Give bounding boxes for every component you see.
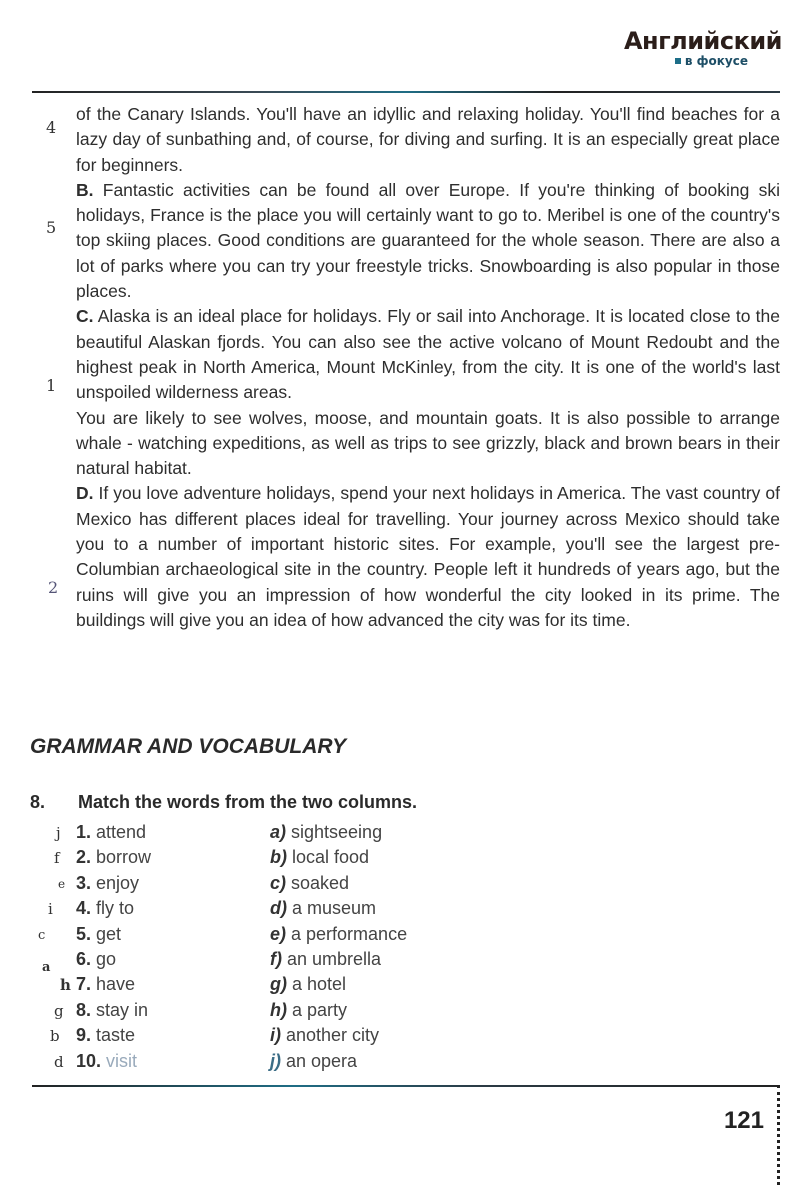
task-number: 8. bbox=[30, 792, 46, 812]
paragraph-b bbox=[76, 178, 780, 304]
item-letter: f) bbox=[270, 948, 282, 969]
item-number: 1. bbox=[76, 822, 92, 842]
handwritten-answer: a bbox=[42, 959, 51, 975]
top-divider bbox=[32, 91, 780, 93]
match-row bbox=[30, 896, 530, 921]
left-item bbox=[76, 871, 139, 896]
item-phrase: another city bbox=[281, 1025, 380, 1046]
handwritten-answer: b bbox=[50, 1027, 60, 1046]
handwritten-answer: c bbox=[38, 927, 46, 943]
left-item bbox=[76, 1049, 137, 1074]
paragraph-c-continued bbox=[76, 406, 780, 482]
right-item bbox=[270, 1049, 357, 1074]
right-item bbox=[270, 896, 376, 921]
match-row bbox=[30, 972, 530, 997]
left-item bbox=[76, 820, 146, 845]
item-word: enjoy bbox=[91, 872, 140, 893]
item-letter: h) bbox=[270, 999, 287, 1020]
match-row bbox=[30, 998, 530, 1023]
item-word: taste bbox=[91, 1025, 136, 1046]
item-letter: b) bbox=[270, 847, 287, 868]
handwritten-note: 5 bbox=[46, 218, 57, 237]
right-item bbox=[270, 998, 347, 1023]
item-number: 9. bbox=[76, 1025, 92, 1046]
item-number: 5. bbox=[76, 923, 92, 944]
item-word: visit bbox=[101, 1050, 138, 1071]
task-heading bbox=[30, 792, 417, 813]
left-item bbox=[76, 947, 116, 972]
handwritten-note: 2 bbox=[48, 578, 59, 597]
item-number: 8. bbox=[76, 999, 92, 1020]
right-item bbox=[270, 1023, 379, 1048]
item-number: 6. bbox=[76, 948, 92, 969]
matching-exercise bbox=[30, 820, 530, 1074]
item-letter: d) bbox=[270, 898, 287, 919]
item-letter: i) bbox=[270, 1025, 281, 1046]
item-word: attend bbox=[91, 822, 147, 842]
match-row bbox=[30, 845, 530, 870]
item-word: fly to bbox=[91, 898, 135, 919]
item-word: go bbox=[91, 948, 117, 969]
right-item bbox=[270, 845, 369, 870]
right-item bbox=[270, 871, 349, 896]
logo-title: Английский bbox=[623, 27, 782, 55]
item-letter: g) bbox=[270, 974, 287, 995]
right-item bbox=[270, 820, 382, 845]
item-number: 2. bbox=[76, 847, 92, 868]
item-phrase: a party bbox=[287, 999, 348, 1020]
item-letter: c) bbox=[270, 872, 287, 893]
match-row bbox=[30, 1023, 530, 1048]
item-letter: j) bbox=[270, 1050, 281, 1071]
item-word: stay in bbox=[91, 999, 149, 1020]
item-word: get bbox=[91, 923, 122, 944]
handwritten-answer: g bbox=[54, 1001, 64, 1020]
left-item bbox=[76, 845, 151, 870]
section-title: GRAMMAR AND VOCABULARY bbox=[30, 735, 347, 758]
paragraph-text: If you love adventure holidays, spend your next holidays in America. The vast country of Mexico has different places ideal for travelling. Your journey across Mexico should take you to a number of important historic sites. For example, you'll see the largest pre-Columbian archaeological site in the country. People left it hundreds of years ago, but the ruins will give you an impression of how wonderful the city looked in its prime. The buildings will give you an idea of how advanced the city was for its time. bbox=[76, 483, 780, 630]
item-number: 3. bbox=[76, 872, 92, 893]
page-edge-dots bbox=[777, 1085, 780, 1185]
reading-text bbox=[76, 102, 780, 633]
handwritten-note: 4 bbox=[46, 118, 57, 137]
item-word: have bbox=[91, 974, 136, 995]
left-item bbox=[76, 1023, 135, 1048]
publisher-logo bbox=[624, 28, 782, 68]
paragraph-continuation: of the Canary Islands. You'll have an idyllic and relaxing holiday. You'll find beaches for a lazy day of sunbathing and, of course, for diving and surfing. It is an especially great place for beginners. bbox=[76, 104, 780, 175]
square-bullet-icon bbox=[675, 58, 681, 64]
paragraph-d bbox=[76, 481, 780, 633]
bottom-divider bbox=[32, 1085, 780, 1087]
handwritten-answer: i bbox=[48, 900, 53, 919]
item-number: 10. bbox=[76, 1050, 102, 1071]
logo-subtitle bbox=[624, 54, 748, 68]
match-row bbox=[30, 1049, 530, 1074]
match-row bbox=[30, 947, 530, 975]
right-item bbox=[270, 972, 346, 997]
handwritten-answer: e bbox=[58, 876, 66, 891]
item-phrase: an umbrella bbox=[282, 948, 382, 969]
item-number: 4. bbox=[76, 898, 92, 919]
left-item bbox=[76, 972, 135, 997]
handwritten-answer: d bbox=[54, 1052, 64, 1071]
handwritten-answer: f bbox=[54, 849, 60, 868]
paragraph-text: You are likely to see wolves, moose, and mountain goats. It is also possible to arrange whale - watching expeditions, as well as trips to see grizzly, black and brown bears in their natural habitat. bbox=[76, 407, 780, 479]
left-item bbox=[76, 922, 121, 947]
item-letter: e) bbox=[270, 923, 287, 944]
paragraph-text: Alaska is an ideal place for holidays. Fly or sail into Anchorage. It is located close to the beautiful Alaskan fjords. You can also see the active volcano of Mount Redoubt and the highest peak in North America, Mount McKinley, from the city. It is one of the world's last unspoiled wilderness areas. bbox=[76, 306, 780, 403]
task-instruction: Match the words from the two columns. bbox=[78, 792, 418, 812]
paragraph-label: B. bbox=[76, 179, 94, 200]
item-phrase: a performance bbox=[286, 923, 408, 944]
item-letter: a) bbox=[270, 822, 287, 842]
handwritten-answer: h bbox=[60, 976, 71, 995]
item-number: 7. bbox=[76, 974, 92, 995]
paragraph-text: Fantastic activities can be found all over Europe. If you're thinking of booking ski holidays, France is the place you will certainly want to go to. Meribel is one of the country's top skiing places. Good conditions are guaranteed for the whole season. There are also a lot of parks where you can try your freestyle tricks. Snowboarding is also popular in those places. bbox=[76, 179, 780, 302]
paragraph-label: C. bbox=[76, 306, 94, 327]
left-item bbox=[76, 998, 148, 1023]
match-row bbox=[30, 871, 530, 896]
page-number: 121 bbox=[723, 1107, 764, 1134]
item-word: borrow bbox=[91, 847, 152, 868]
left-item bbox=[76, 896, 134, 921]
match-row bbox=[30, 922, 530, 947]
item-phrase: an opera bbox=[281, 1050, 358, 1071]
item-phrase: a hotel bbox=[287, 974, 347, 995]
handwritten-answer: j bbox=[56, 824, 61, 842]
handwritten-note: 1 bbox=[46, 376, 57, 395]
item-phrase: a museum bbox=[287, 898, 377, 919]
logo-subtitle-text: в фокусе bbox=[684, 54, 748, 68]
item-phrase: local food bbox=[287, 847, 370, 868]
right-item bbox=[270, 922, 407, 947]
paragraph-c bbox=[76, 304, 780, 405]
match-row bbox=[30, 820, 530, 845]
item-phrase: sightseeing bbox=[286, 822, 383, 842]
paragraph-label: D. bbox=[76, 483, 94, 504]
right-item bbox=[270, 947, 381, 972]
item-phrase: soaked bbox=[286, 872, 350, 893]
